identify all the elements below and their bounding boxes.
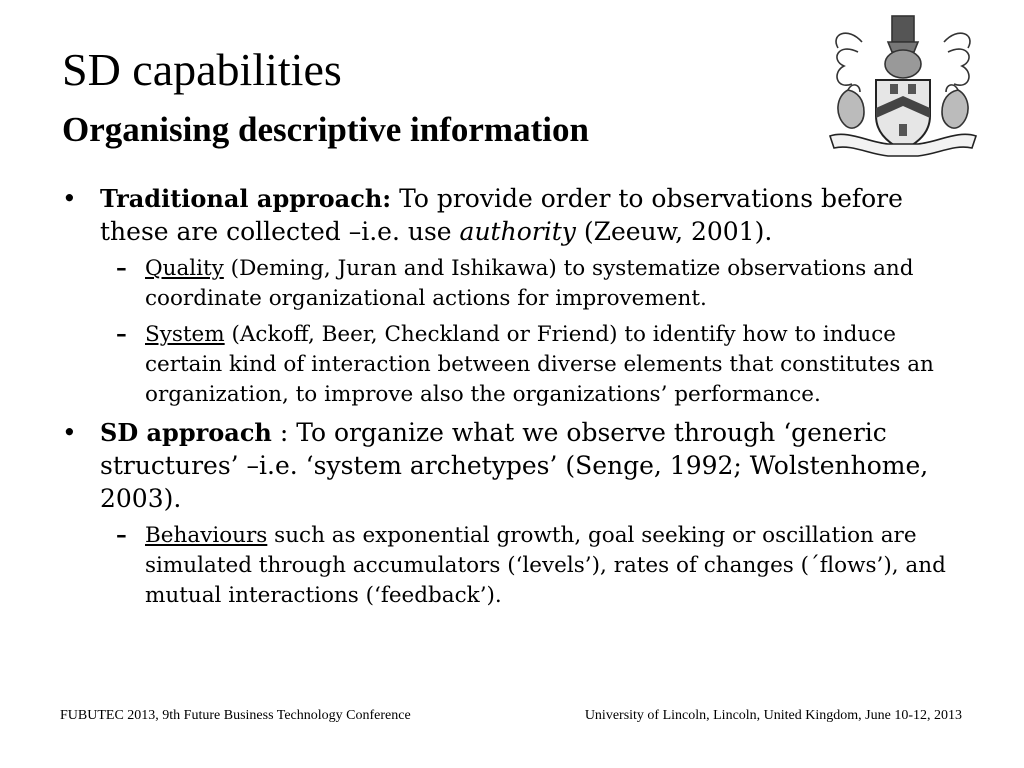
university-coat-of-arms-icon — [818, 12, 988, 162]
footer-venue: University of Lincoln, Lincoln, United Kingdom, June 10-12, 2013 — [584, 708, 962, 723]
dash-icon: – — [116, 322, 127, 347]
subitem-system — [62, 320, 962, 410]
bullet-text: : To organize what we observe through ‘generic structures’ –i.e. ‘system archetypes’ (Senge, 1992; Wolstenhome, 2003). — [100, 418, 929, 513]
subitem-text: such as exponential growth, goal seeking or oscillation are simulated through accumulators (‘levels’), rates of changes (´flows’), and mutual interactions (‘feedback’). — [145, 523, 946, 608]
slide-title: SD capabilities — [62, 44, 342, 95]
subitem-text: (Ackoff, Beer, Checkland or Friend) to identify how to induce certain kind of interaction between diverse elements that constitutes an organization, to improve also the organizations’ performance. — [145, 322, 934, 407]
bullet-lead: SD approach — [100, 418, 272, 447]
bullet-text-end: (Zeeuw, 2001). — [575, 217, 773, 246]
bullet-icon: • — [62, 184, 77, 213]
subitem-term: System — [145, 322, 225, 347]
bullet-icon: • — [62, 418, 77, 447]
subitem-behaviours — [62, 521, 962, 611]
footer-conference: FUBUTEC 2013, 9th Future Business Technology Conference — [60, 708, 411, 723]
subitem-text: (Deming, Juran and Ishikawa) to systematize observations and coordinate organizational actions for improvement. — [145, 256, 914, 311]
emphasis-text: authority — [459, 217, 576, 246]
dash-icon: – — [116, 523, 127, 548]
dash-icon: – — [116, 256, 127, 281]
subitem-term: Behaviours — [145, 523, 268, 548]
subitem-quality — [62, 254, 962, 314]
slide-subtitle: Organising descriptive information — [62, 110, 589, 149]
bullet-traditional-approach — [62, 182, 962, 248]
bullet-list — [62, 182, 962, 617]
bullet-sd-approach — [62, 416, 962, 515]
subitem-term: Quality — [145, 256, 224, 281]
bullet-lead: Traditional approach: — [100, 184, 392, 213]
bullet-text: To provide order to observations before these are collected –i.e. use — [100, 184, 903, 246]
